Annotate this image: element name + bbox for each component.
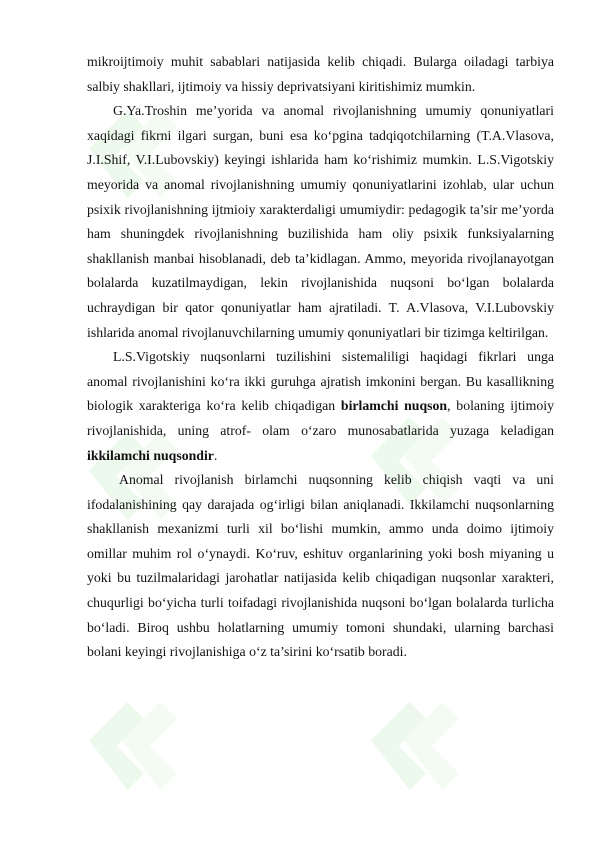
watermark-logo-icon xyxy=(78,680,188,790)
paragraph-1: mikroijtimoiy muhit sabablari natijasida kelib chiqadi. Bularga oiladagi tarbiya salbiy shakllari, ijtimoiy va hissiy deprivatsiyani kiritishimiz mumkin. xyxy=(87,54,554,94)
term-primary-defect: birlamchi nuqson xyxy=(340,398,448,414)
term-secondary-defect: ikkilamchi nuqsondir xyxy=(87,447,214,463)
watermark-logo-icon xyxy=(360,680,470,790)
document-body xyxy=(87,50,554,665)
paragraph-4: Anomal rivojlanish birlamchi nuqsonning kelib chiqish vaqti va uni ifodalanishining qay darajada og‘irligi bilan aniqlanadi. Ikkilamchi nuqsonlarning shakllanish mexanizmi turli xil bo‘lishi mumkin, ammo unda doimo ijtimoiy omillar muhim rol o‘ynaydi. Ko‘ruv, eshituv organlarining yoki bosh miyaning u yoki bu tuzilmalaridagi jarohatlar natijasida kelib chiqadigan nuqsonlar xarakteri, chuqurligi bo‘yicha turli toifadagi rivojlanishida nuqsoni bo‘lgan bolalarda turlicha bo‘ladi. Biroq ushbu holatlarning umumiy tomoni shundaki, ularning barchasi bolani keyingi rivojlanishiga o‘z ta’sirini ko‘rsatib boradi. xyxy=(87,472,554,660)
paragraph-3-text-d: . xyxy=(213,447,218,463)
paragraph-2: G.Ya.Troshin me’yorida va anomal rivojlanishning umumiy qonuniyatlari xaqidagi fikrni ilgari surgan, buni esa ko‘pgina tadqiqotchilarning (T.A.Vlasova, J.I.Shif, V.I.Lubovskiy) keyingi ishlarida ham ko‘rishimiz mumkin. L.S.Vigotskiy meyorida va anomal rivojlanishning umumiy qonuniyatlarini izohlab, ular uchun psixik rivojlanishning ijtmioiy xarakterdaligi umumiydir: pedagogik ta’sir me’yorda ham shuningdek rivojlanishning buzilishida ham oliy psixik funksiyalarning shakllanish manbai hisoblanadi, deb ta’kidlagan. Ammo, meyorida rivojlanayotgan bolalarda kuzatilmaydigan, lekin rivojlanishida nuqsoni bo‘lgan bolalarda uchraydigan bir qator qonuniyatlar ham ajratiladi. T. A.Vlasova, V.I.Lubovskiy ishlarida anomal rivojlanuvchilarning umumiy qonuniyatlari bir tizimga keltirilgan. xyxy=(87,103,554,340)
paragraph-3-text-a: L.S.Vigotskiy nuqsonlarni tuzilishini sistemaliligi haqidagi fikrlari unga anomal rivojlanishini ko‘ra ikki guruhga ajratish imkonini bergan. Bu kasallikning biologik xarakteriga ko‘ra kelib chiqadigan xyxy=(87,349,554,414)
paragraph-3-text-c: , bolaning ijtimoiy rivojlanishida, uning atrof- olam o‘zaro munosabatlarida yuzaga keladigan xyxy=(87,398,554,438)
paragraph-3 xyxy=(87,345,554,468)
